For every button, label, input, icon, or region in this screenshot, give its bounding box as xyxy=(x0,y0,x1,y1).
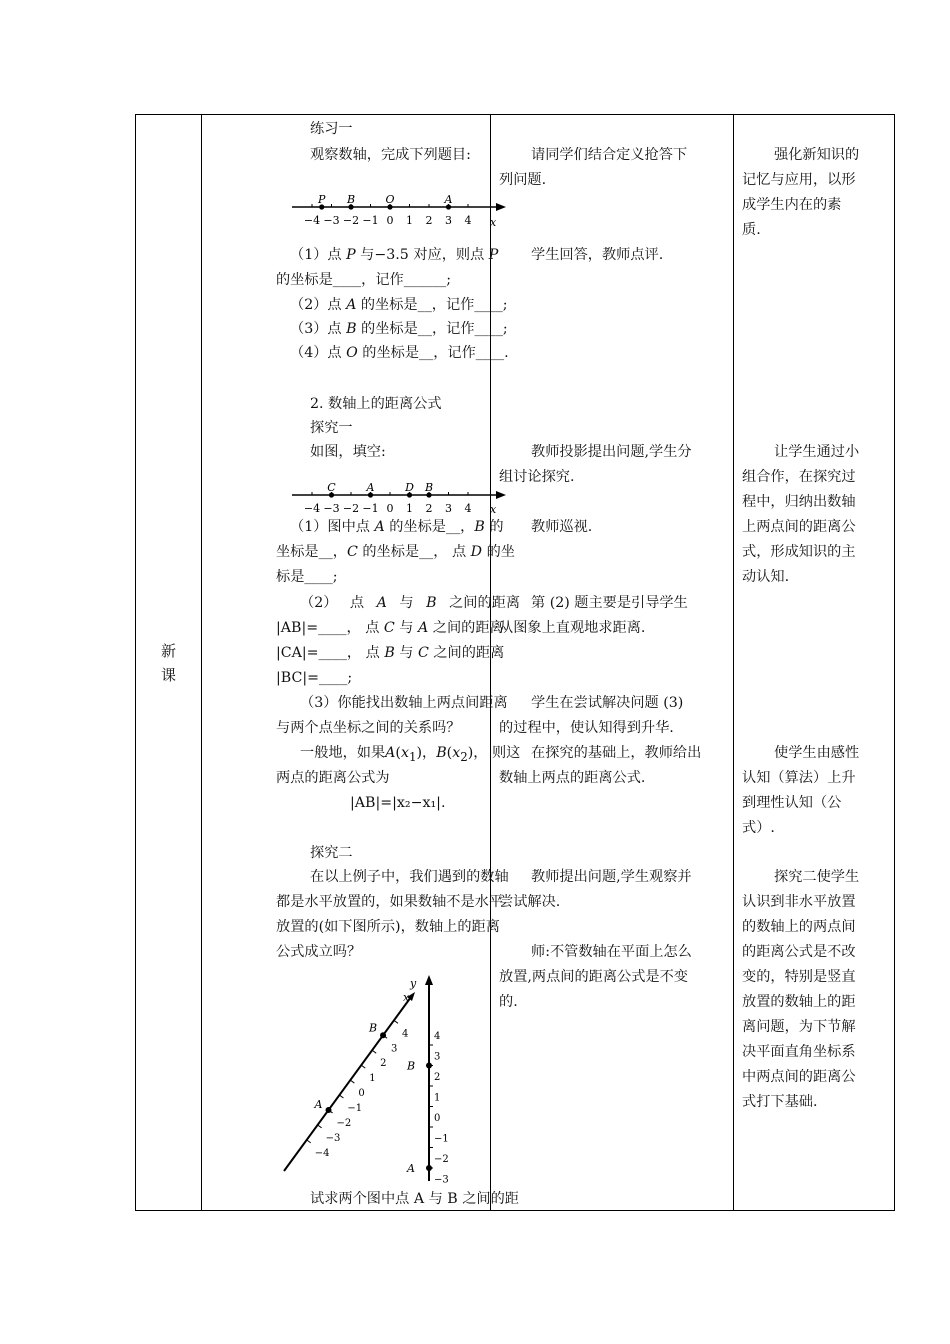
explore1-fill: 如图，填空: xyxy=(310,444,386,460)
activity-1b: 列问题. xyxy=(499,172,547,188)
intent-2-line-3: 程中，归纳出数轴 xyxy=(742,494,856,510)
oblique-point-a-label: A xyxy=(314,1098,323,1112)
explore1-q1-line3: 标是____; xyxy=(276,569,338,585)
nl1-tick-label: 3 xyxy=(445,214,452,227)
oblique-point-b-label: B xyxy=(369,1021,378,1035)
intent-4-line-10: 式打下基础. xyxy=(742,1094,818,1110)
vertical-tick-label: 2 xyxy=(434,1072,441,1083)
intent-3-line-2: 认知（算法）上升 xyxy=(742,770,856,786)
nl2-tick-label: −4 xyxy=(303,502,321,515)
explore1-q2-line4: |BC|=____; xyxy=(276,670,353,686)
explore2-line1: 在以上例子中，我们遇到的数轴 xyxy=(310,869,509,885)
vertical-tick-label: −1 xyxy=(434,1133,449,1145)
intent-4-line-8: 决平面直角坐标系 xyxy=(742,1044,856,1060)
practice-title: 练习一 xyxy=(310,121,353,137)
nl2-tick-label: 3 xyxy=(445,502,452,515)
section-cell xyxy=(136,115,202,1211)
oblique-tick xyxy=(361,1065,365,1068)
number-line-1-var: x xyxy=(490,216,497,229)
intent-4-line-4: 的距离公式是不改 xyxy=(742,944,856,960)
explore2-line2: 都是水平放置的，如果数轴不是水平 xyxy=(276,894,504,910)
explore2-line3: 放置的(如下图所示)，数轴上的距离 xyxy=(276,919,500,935)
oblique-tick-label: −2 xyxy=(336,1118,352,1130)
explore1-q3-line2: 与两个点坐标之间的关系吗？ xyxy=(276,720,461,736)
explore1-q1-line1: （1）图中点 A 的坐标是__，B 的 xyxy=(290,519,504,535)
section-label-char-1: 新 xyxy=(160,641,176,660)
practice-intro: 观察数轴，完成下列题目: xyxy=(310,147,471,163)
oblique-point-b xyxy=(380,1032,386,1038)
intent-4-line-9: 中两点间的距离公 xyxy=(742,1069,856,1085)
practice-q1-line2: 的坐标是____，记作______; xyxy=(276,272,452,288)
nl2-point-label: C xyxy=(327,481,336,494)
nl2-tick-label: −1 xyxy=(362,502,379,515)
vertical-tick-label: −3 xyxy=(434,1174,449,1186)
explore1-q2-line1: （2） 点 A 与 B 之间的距离 xyxy=(300,595,521,611)
oblique-tick xyxy=(318,1125,322,1128)
oblique-tick xyxy=(339,1095,343,1098)
activity-6b: 的过程中，使认知得到升华. xyxy=(499,720,674,736)
oblique-tick-label: 2 xyxy=(380,1058,387,1070)
oblique-point-a xyxy=(326,1107,332,1113)
intent-4-line-7: 离问题，为下节解 xyxy=(742,1019,856,1035)
explore2-line4: 公式成立吗？ xyxy=(276,944,362,960)
nl2-tick-label: 1 xyxy=(406,502,413,515)
activity-3: 教师投影提出问题,学生分 xyxy=(531,444,692,460)
lesson-plan-table xyxy=(135,114,895,1211)
activity-7: 在探究的基础上，教师给出 xyxy=(531,745,702,761)
intent-4-line-3: 的数轴上的两点间 xyxy=(742,919,856,935)
oblique-tick-label: 0 xyxy=(358,1088,365,1100)
nl1-tick-label: −2 xyxy=(342,214,360,227)
nl1-tick-label: −1 xyxy=(362,214,379,227)
number-line-1 xyxy=(290,185,510,235)
vertical-tick-label: 0 xyxy=(434,1113,441,1124)
activity-9c: 的. xyxy=(499,994,518,1010)
intent-1-line-2: 记忆与应用，以形 xyxy=(742,172,856,188)
intent-4-line-1: 探究二使学生 xyxy=(774,869,860,885)
oblique-ticks xyxy=(307,1020,409,1159)
intent-1-line-3: 成学生内在的素 xyxy=(742,197,842,213)
intent-2-line-4: 上两点间的距离公 xyxy=(742,519,856,535)
vertical-point-a-label: A xyxy=(407,1162,415,1175)
vertical-var: y xyxy=(410,977,417,990)
nl1-tick-label: −4 xyxy=(303,214,321,227)
vertical-point-a xyxy=(426,1165,432,1171)
vertical-point-b xyxy=(426,1063,432,1069)
section-label-char-2: 课 xyxy=(160,665,176,684)
intent-2-line-6: 动认知. xyxy=(742,569,790,585)
explore1-q2-line3: |CA|=____， 点 B 与 C 之间的距离 xyxy=(276,645,505,661)
nl2-tick-label: 0 xyxy=(386,502,394,515)
explore2-last-line: 试求两个图中点 A 与 B 之间的距 xyxy=(310,1191,519,1207)
practice-q3: （3）点 B 的坐标是__，记作____; xyxy=(290,321,508,337)
vertical-tick-label: 4 xyxy=(434,1031,441,1042)
nl1-point-label: P xyxy=(318,193,326,206)
oblique-tick-label: −4 xyxy=(314,1147,330,1159)
activity-3b: 组讨论探究. xyxy=(499,469,575,485)
intent-2-line-2: 组合作，在探究过 xyxy=(742,469,856,485)
intent-3-line-4: 式）. xyxy=(742,820,775,836)
oblique-tick-label: −1 xyxy=(347,1103,363,1115)
nl1-tick-label: 2 xyxy=(425,214,433,227)
oblique-tick-label: 1 xyxy=(369,1073,376,1085)
vertical-tick-label: 3 xyxy=(434,1051,441,1063)
practice-q2: （2）点 A 的坐标是__，记作____; xyxy=(290,297,508,313)
nl1-tick-label: −3 xyxy=(323,214,340,227)
intent-3-line-3: 到理性认知（公 xyxy=(742,795,842,811)
activity-7b: 数轴上两点的距离公式. xyxy=(499,770,646,786)
intent-3-line-1: 使学生由感性 xyxy=(774,745,860,761)
intent-4-line-5: 变的，特别是竖直 xyxy=(742,969,856,985)
activity-8: 教师提出问题,学生观察并 xyxy=(531,869,692,885)
activity-4: 教师巡视. xyxy=(531,519,593,535)
content-cell xyxy=(202,115,521,1211)
distance-heading: 2. 数轴上的距离公式 xyxy=(310,396,442,412)
explore1-q1-line2: 坐标是__，C 的坐标是__， 点 D 的坐 xyxy=(276,544,515,560)
intent-4-line-2: 认识到非水平放置 xyxy=(742,894,856,910)
general-line2: 两点的距离公式为 xyxy=(276,770,390,786)
nl2-tick-label: −2 xyxy=(342,502,360,515)
activity-cell xyxy=(491,115,734,1211)
nl2-tick-label: −3 xyxy=(323,502,340,515)
oblique-tick xyxy=(350,1080,354,1083)
oblique-tick-label: 3 xyxy=(391,1043,398,1055)
activity-8b: 尝试解决. xyxy=(499,894,561,910)
intent-cell xyxy=(734,115,895,1211)
nl1-tick-label: 4 xyxy=(464,214,472,227)
explore1-title: 探究一 xyxy=(310,420,353,436)
intent-2-line-1: 让学生通过小 xyxy=(774,444,860,460)
vertical-point-b-label: B xyxy=(407,1059,416,1073)
nl2-tick-label: 4 xyxy=(464,502,472,515)
oblique-var: x xyxy=(403,991,410,1004)
activity-5: 第 (2) 题主要是引导学生 xyxy=(531,595,688,611)
intent-1-line-4: 质. xyxy=(742,222,761,238)
practice-q4: （4）点 O 的坐标是__，记作____. xyxy=(290,345,509,361)
nl2-point-label: D xyxy=(405,481,414,494)
vertical-tick-label: 1 xyxy=(434,1092,441,1104)
nl2-point-label: B xyxy=(424,481,434,494)
activity-9b: 放置,两点间的距离公式是不变 xyxy=(499,969,688,985)
activity-9: 师:不管数轴在平面上怎么 xyxy=(531,944,692,960)
oblique-tick-label: −3 xyxy=(325,1132,341,1144)
nl1-tick-label: 1 xyxy=(406,214,413,227)
explore1-q2-line2: |AB|=____， 点 C 与 A 之间的距离 xyxy=(276,620,504,636)
general-line1: 一般地，如果$A(x_1)$，$B(x_2)$， 则这 xyxy=(300,745,521,764)
number-line-2-var: x xyxy=(490,503,497,516)
activity-1: 请同学们结合定义抢答下 xyxy=(531,147,688,163)
nl1-point-label: O xyxy=(385,193,395,206)
practice-q1-line1: （1）点 P 与−3.5 对应，则点 P xyxy=(290,247,499,263)
oblique-tick-label: 4 xyxy=(401,1028,409,1040)
explore1-q3-line1: （3）你能找出数轴上两点间距离 xyxy=(300,695,508,711)
nl2-point-label: A xyxy=(366,481,375,494)
activity-6: 学生在尝试解决问题 (3) xyxy=(531,695,684,711)
intent-1-line-1: 强化新知识的 xyxy=(774,147,860,163)
nl1-point-label: A xyxy=(444,193,453,206)
section-label xyxy=(136,639,201,687)
vertical-number-line xyxy=(397,971,477,1186)
oblique-tick xyxy=(372,1050,376,1053)
intent-4-line-6: 放置的数轴上的距 xyxy=(742,994,856,1010)
distance-formula: |AB|=|x₂−x₁|. xyxy=(350,795,446,811)
vertical-ticks xyxy=(429,1031,449,1186)
activity-2: 学生回答，教师点评. xyxy=(531,247,664,263)
nl1-tick-label: 0 xyxy=(386,214,394,227)
intent-2-line-5: 式，形成知识的主 xyxy=(742,544,856,560)
oblique-tick xyxy=(307,1140,311,1143)
nl2-tick-label: 2 xyxy=(425,502,433,515)
activity-5b: 从图象上直观地求距离. xyxy=(499,620,646,636)
nl1-point-label: B xyxy=(346,193,356,206)
explore2-title: 探究二 xyxy=(310,845,353,861)
vertical-tick-label: −2 xyxy=(434,1154,449,1165)
